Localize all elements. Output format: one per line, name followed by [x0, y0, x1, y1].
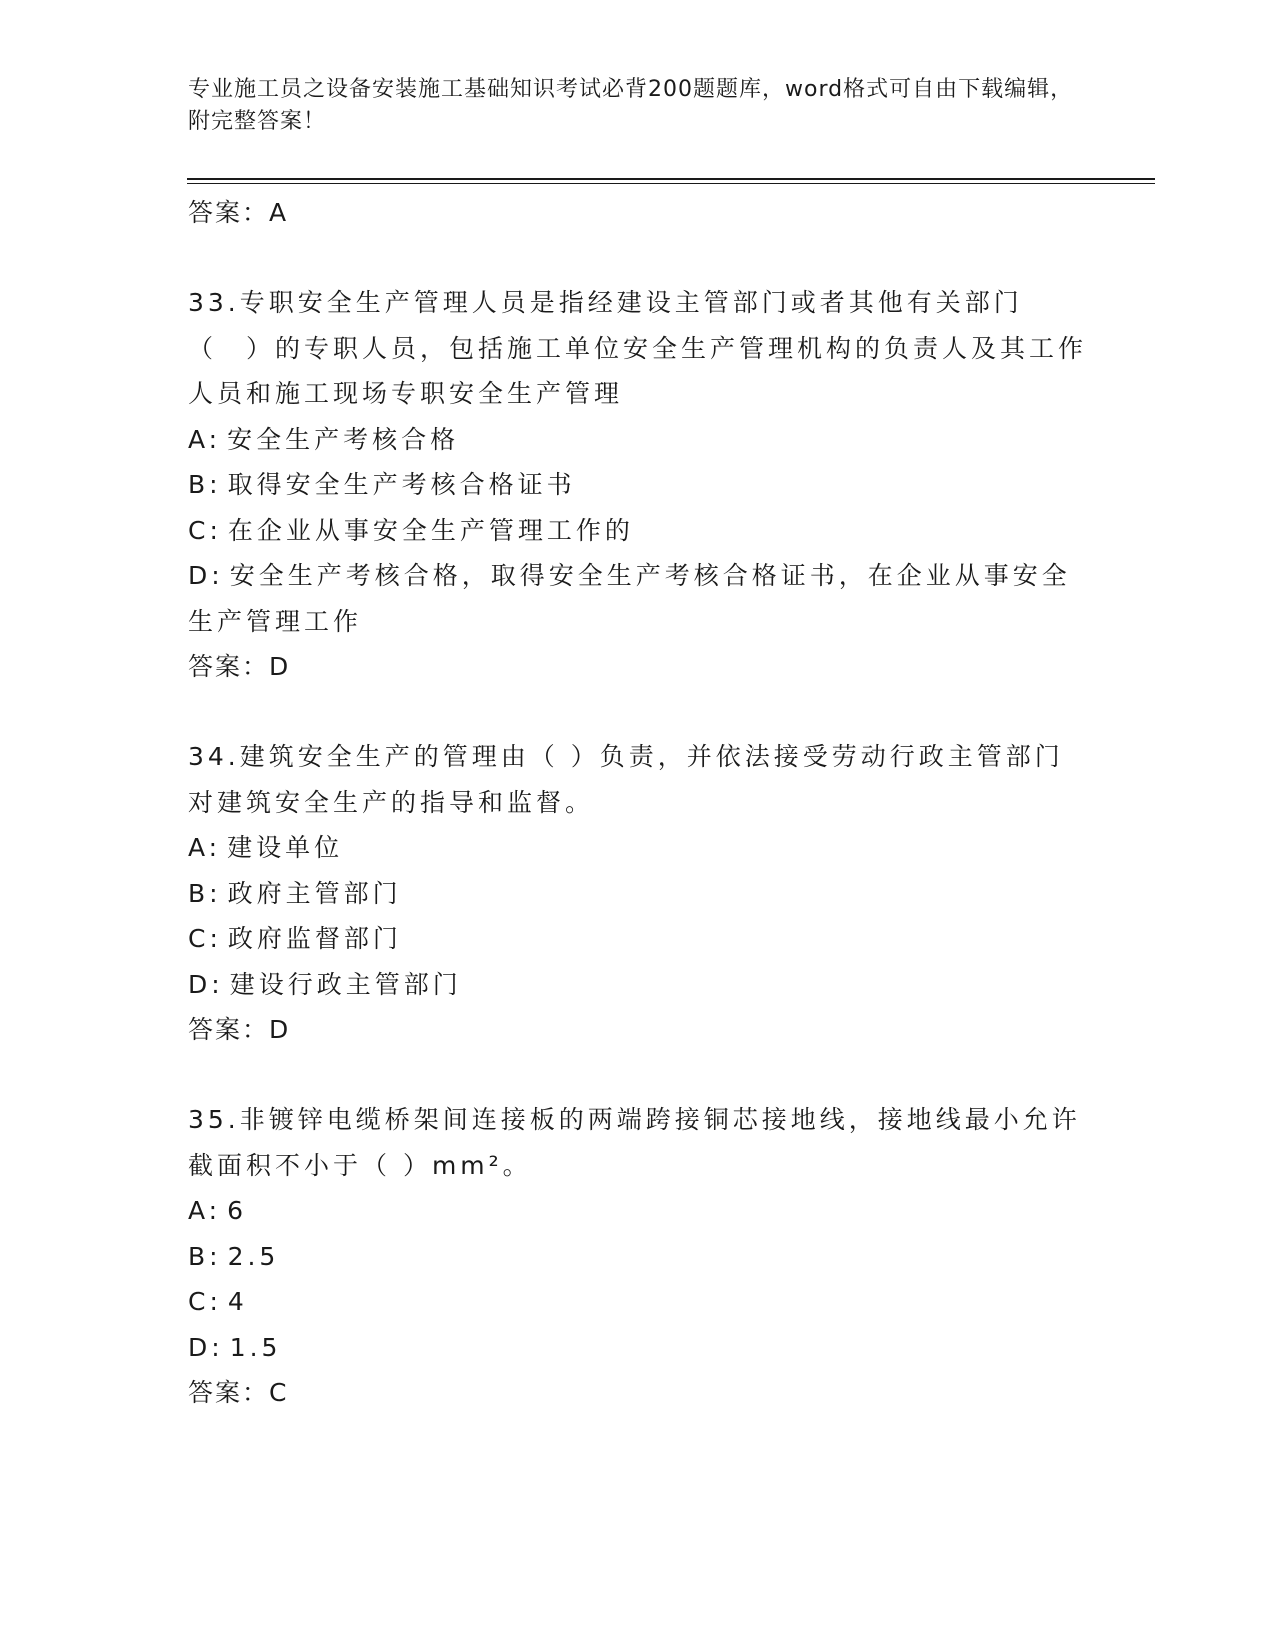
option-text: 建设行政主管部门	[229, 969, 462, 999]
option-c	[188, 508, 1088, 554]
option-text: 取得安全生产考核合格证书	[227, 470, 576, 499]
option-key: C:	[188, 1287, 222, 1316]
answer-line	[188, 1370, 1088, 1415]
option-key: C:	[188, 924, 222, 953]
header-divider-thick	[187, 178, 1155, 180]
answer-label: 答案：	[188, 1015, 270, 1044]
option-text: 1.5	[229, 1332, 282, 1362]
option-b	[188, 871, 1088, 917]
option-text: 政府主管部门	[227, 878, 402, 908]
question-stem: 35.非镀锌电缆桥架间连接板的两端跨接铜芯接地线，接地线最小允许截面积不小于（ ）mm²。	[188, 1105, 1081, 1180]
answer-line	[188, 644, 1088, 689]
option-c	[188, 916, 1088, 962]
option-key: B:	[188, 878, 222, 908]
answer-line	[188, 1007, 1088, 1052]
option-key: A:	[188, 833, 222, 862]
option-key: D:	[188, 561, 224, 590]
header-divider-thin	[187, 183, 1155, 184]
option-a	[188, 1188, 1088, 1234]
question-stem: 33.专职安全生产管理人员是指经建设主管部门或者其他有关部门（ ）的专职人员，包括施工单位安全生产管理机构的负责人及其工作人员和施工现场专职安全生产管理	[188, 288, 1088, 408]
answer-line	[188, 190, 1088, 235]
answer-label: 答案：	[188, 652, 270, 681]
option-d	[188, 962, 1088, 1008]
option-text: 安全生产考核合格	[227, 424, 460, 454]
option-key: A:	[188, 1196, 222, 1225]
option-d	[188, 1325, 1088, 1371]
answer-value: A	[269, 198, 289, 227]
option-key: A:	[188, 424, 222, 454]
option-key: B:	[188, 1241, 222, 1271]
option-key: B:	[188, 470, 222, 499]
option-text: 政府监督部门	[227, 924, 402, 953]
option-key: C:	[188, 515, 222, 545]
answer-label: 答案：	[188, 1378, 270, 1407]
answer-value: D	[269, 1015, 291, 1044]
option-d	[188, 553, 1088, 644]
option-text: 建设单位	[227, 833, 344, 862]
page-header-title: 专业施工员之设备安装施工基础知识考试必背200题题库，word格式可自由下载编辑，附完整答案！	[188, 77, 1074, 134]
option-text: 2.5	[227, 1241, 280, 1271]
document-body	[188, 190, 1088, 1415]
option-text: 6	[227, 1196, 247, 1225]
option-text: 在企业从事安全生产管理工作的	[227, 515, 634, 545]
answer-label: 答案：	[188, 198, 270, 227]
option-text: 安全生产考核合格，取得安全生产考核合格证书，在企业从事安全生产管理工作	[188, 561, 1071, 636]
option-a	[188, 825, 1088, 871]
option-b	[188, 1234, 1088, 1280]
option-text: 4	[227, 1287, 248, 1316]
option-b	[188, 462, 1088, 508]
option-a	[188, 417, 1088, 463]
answer-value: C	[269, 1378, 289, 1407]
option-key: D:	[188, 969, 224, 999]
question-stem: 34.建筑安全生产的管理由（ ）负责，并依法接受劳动行政主管部门对建筑安全生产的指导和监督。	[188, 742, 1064, 817]
option-key: D:	[188, 1332, 224, 1362]
option-c	[188, 1279, 1088, 1325]
answer-value: D	[269, 652, 291, 681]
